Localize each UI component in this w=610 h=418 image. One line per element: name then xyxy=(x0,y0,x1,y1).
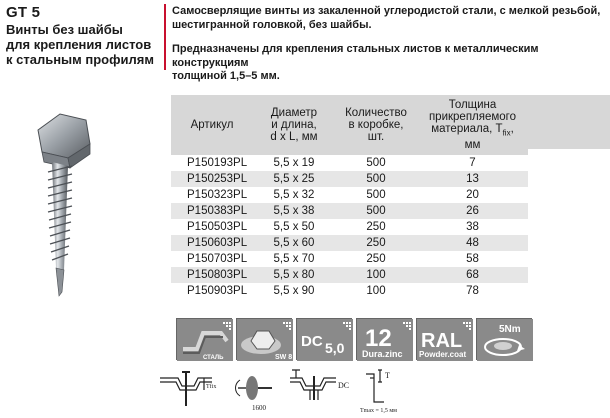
cell-article: P150503PL xyxy=(187,221,248,234)
header-size-l2: и длина, xyxy=(271,119,317,132)
ral-sub-label: Powder.coat xyxy=(419,350,467,359)
header-size-l1: Диаметр xyxy=(270,107,318,120)
header-thick-l3: материала, T xyxy=(431,123,503,135)
cell-quantity: 500 xyxy=(366,157,386,170)
dc-icon xyxy=(297,319,353,361)
tfix-diagram xyxy=(160,372,212,406)
zinc-coating-icon xyxy=(356,318,412,360)
table-row xyxy=(171,267,528,283)
steel-label: СТАЛЬ xyxy=(203,355,224,361)
table-row xyxy=(171,187,528,203)
cell-thickness: 7 xyxy=(469,157,476,170)
cell-size: 5,5 x 50 xyxy=(273,221,315,234)
header-qty-l1: Количество xyxy=(345,107,407,120)
cell-article: P150383PL xyxy=(171,203,253,219)
ral-coating-icon xyxy=(416,318,472,360)
torque-rotation-icon xyxy=(477,319,533,361)
cell-thickness: 20 xyxy=(466,189,479,202)
cell-article: P150193PL xyxy=(187,157,248,170)
product-subtitle xyxy=(6,22,166,67)
cell-article: P150603PL xyxy=(171,235,253,251)
product-description xyxy=(172,5,602,95)
dc-diagram xyxy=(290,370,336,400)
steel-profile-icon xyxy=(177,319,233,361)
subtitle-line-1: Винты без шайбы xyxy=(6,22,123,37)
description-line-3: Предназначены для крепления стальных листов к металлическим конструкциям xyxy=(172,43,539,69)
header-quantity xyxy=(335,95,417,155)
header-size-l3: d x L, мм xyxy=(270,131,318,144)
t-label: T xyxy=(385,371,390,380)
hex-socket-icon xyxy=(237,319,293,361)
torque-label: 5Nm xyxy=(499,324,521,335)
sw-label: SW 8 xyxy=(275,354,293,361)
table-header-row xyxy=(171,95,528,155)
feature-icons xyxy=(176,318,536,360)
cell-article: P150253PL xyxy=(171,171,253,187)
torque-icon xyxy=(476,318,532,360)
spec-table xyxy=(171,95,528,299)
cell-size: 5,5 x 80 xyxy=(253,267,335,283)
header-qty-l3: шт. xyxy=(367,131,385,144)
cell-quantity: 100 xyxy=(366,285,386,298)
cell-article: P150703PL xyxy=(187,253,248,266)
cell-size: 5,5 x 19 xyxy=(273,157,315,170)
cell-thickness: 48 xyxy=(417,235,528,251)
dura-zinc-icon xyxy=(357,319,413,361)
cell-quantity: 250 xyxy=(366,253,386,266)
cell-size: 5,5 x 70 xyxy=(273,253,315,266)
ral-label: RAL xyxy=(421,330,463,352)
dc-label: DC xyxy=(301,333,323,350)
cell-quantity: 250 xyxy=(335,235,417,251)
header-article: Артикул xyxy=(171,95,253,155)
dc-value: 5,0 xyxy=(325,340,345,356)
tmax-label: Tmax = 1,5 мм xyxy=(360,408,397,414)
dc-diagram-label: DC xyxy=(338,381,350,390)
header-thickness: Толщина прикрепляемого материала, $T_{fix}$, мм xyxy=(417,95,528,155)
diagram-strip xyxy=(160,366,610,416)
cell-article: P150803PL xyxy=(171,267,253,283)
cell-article: P150903PL xyxy=(187,285,248,298)
header-thick-l1: Толщина xyxy=(448,99,497,111)
table-row xyxy=(171,203,528,219)
description-line-1: Самосверлящие винты из закаленной углеродистой стали, с мелкой резьбой, xyxy=(172,5,601,17)
header-thick-l2: прикрепляемого xyxy=(428,111,517,123)
zinc-number: 12 xyxy=(365,325,392,352)
table-header-extension xyxy=(528,95,610,149)
cell-thickness: 13 xyxy=(417,171,528,187)
hex-head-icon xyxy=(236,318,292,360)
side-code xyxy=(1,150,11,200)
header-thick-sub: fix xyxy=(502,128,511,138)
ral-powder-icon xyxy=(417,319,473,361)
cell-article: P150323PL xyxy=(187,189,248,202)
table-row xyxy=(171,219,528,235)
usage-diagrams xyxy=(160,366,610,416)
side-code-text xyxy=(0,158,1,188)
tfix-label: Tfix xyxy=(206,384,217,390)
cell-thickness: 68 xyxy=(417,267,528,283)
zinc-label: Dura.zinc xyxy=(362,349,403,359)
table-body xyxy=(171,155,528,299)
cell-size: 5,5 x 32 xyxy=(273,189,315,202)
product-title: GT 5 xyxy=(6,4,41,21)
subtitle-line-2: для крепления листов xyxy=(6,37,152,52)
screw-illustration xyxy=(18,100,108,305)
description-line-2: шестигранной головкой, без шайбы. xyxy=(172,18,372,31)
cell-quantity: 100 xyxy=(335,267,417,283)
cell-quantity: 500 xyxy=(335,203,417,219)
table-row xyxy=(171,171,528,187)
table-row xyxy=(171,235,528,251)
header-thick-l4: мм xyxy=(464,139,481,152)
cell-size: 5,5 x 25 xyxy=(253,171,335,187)
header-qty-l2: в коробке, xyxy=(348,119,404,132)
steel-material-icon xyxy=(176,318,232,360)
cell-thickness: 26 xyxy=(417,203,528,219)
drill-capacity-icon xyxy=(296,318,352,360)
table-row xyxy=(171,283,528,299)
cell-size: 5,5 x 90 xyxy=(273,285,315,298)
subtitle-line-3: к стальным профилям xyxy=(6,52,154,67)
table-row xyxy=(171,251,528,267)
cell-thickness: 58 xyxy=(466,253,479,266)
cell-thickness: 78 xyxy=(466,285,479,298)
drill-diagram xyxy=(236,376,273,400)
cell-quantity: 250 xyxy=(366,221,386,234)
cell-quantity: 500 xyxy=(366,189,386,202)
rpm-label: 1600 xyxy=(252,404,266,412)
header-size xyxy=(253,95,335,155)
table-row xyxy=(171,155,528,171)
cell-size: 5,5 x 38 xyxy=(253,203,335,219)
description-line-4: толщиной 1,5–5 мм. xyxy=(172,70,280,82)
cell-quantity: 500 xyxy=(335,171,417,187)
cell-size: 5,5 x 60 xyxy=(253,235,335,251)
thickness-diagram xyxy=(366,370,384,402)
cell-thickness: 38 xyxy=(466,221,479,234)
accent-divider xyxy=(164,4,166,70)
